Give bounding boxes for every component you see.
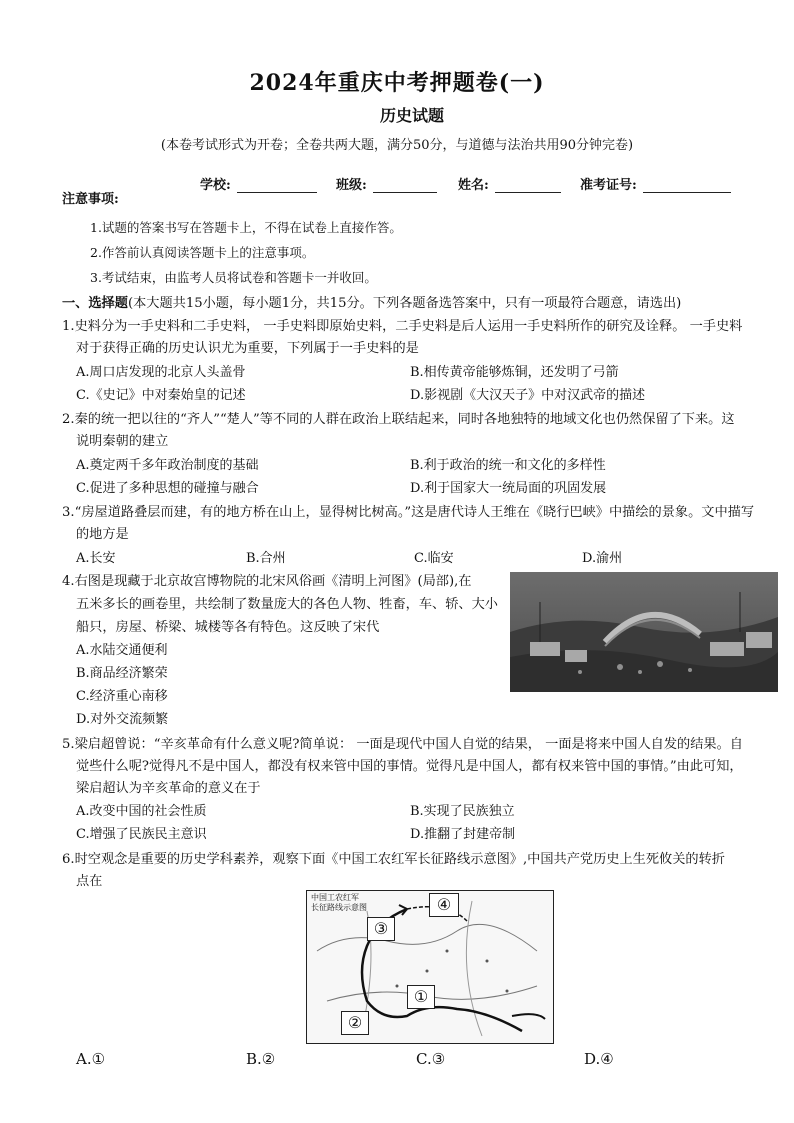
- q1-option-d[interactable]: D.影视剧《大汉天子》中对汉武帝的描述: [410, 388, 646, 403]
- q3-stem-line1: 3.“房屋道路叠层而建，有的地方桥在山上，显得树比树高。”这是唐代诗人王维在《晓行巴峡》中描绘的景象。文中描写: [62, 505, 755, 520]
- school-label: 学校:: [200, 178, 231, 193]
- q3-option-d[interactable]: D.渝州: [582, 551, 623, 566]
- class-blank[interactable]: [373, 180, 437, 193]
- q3-option-b[interactable]: B.合州: [246, 551, 286, 566]
- ticket-blank[interactable]: [643, 180, 731, 193]
- long-march-map: [306, 890, 554, 1044]
- school-blank[interactable]: [237, 180, 317, 193]
- q1-option-c[interactable]: C.《史记》中对秦始皇的记述: [76, 388, 246, 403]
- school-field: [200, 174, 317, 193]
- q4-option-a[interactable]: A.水陆交通便利: [76, 643, 168, 658]
- q6-option-b[interactable]: B.②: [246, 1050, 276, 1068]
- q4-option-d[interactable]: D.对外交流频繁: [76, 712, 169, 727]
- q4-stem-line1: 4.右图是现藏于北京故宫博物院的北宋风俗画《清明上河图》(局部),在: [62, 574, 472, 589]
- q2-stem-line2: 说明秦朝的建立: [76, 434, 169, 449]
- q4-option-b[interactable]: B.商品经济繁荣: [76, 666, 168, 681]
- ticket-label: 准考证号:: [580, 178, 637, 193]
- notice-label: 注意事项:: [62, 192, 119, 207]
- name-blank[interactable]: [495, 180, 561, 193]
- qingming-painting-image: [510, 572, 778, 692]
- instruction-item: 2.作答前认真阅读答题卡上的注意事项。: [90, 245, 315, 260]
- name-field: [458, 174, 561, 193]
- q6-option-a[interactable]: A.①: [76, 1050, 106, 1068]
- q5-option-c[interactable]: C.增强了民族民主意识: [76, 827, 207, 842]
- q1-stem-line2: 对于获得正确的历史认识尤为重要，下列属于一手史料的是: [76, 341, 419, 356]
- class-label: 班级:: [336, 178, 367, 193]
- q5-stem-line1: 5.梁启超曾说：“辛亥革命有什么意义呢?简单说： 一面是现代中国人自觉的结果， 一面是将来中国人自发的结果。自: [62, 737, 743, 752]
- map-marker-2: ②: [341, 1011, 369, 1035]
- q2-option-d[interactable]: D.利于国家大一统局面的巩固发展: [410, 481, 607, 496]
- q6-stem-line1: 6.时空观念是重要的历史学科素养，观察下面《中国工农红军长征路线示意图》,中国共产党历史上生死攸关的转折: [62, 852, 725, 867]
- q1-stem-line1: 1.史料分为一手史料和二手史料， 一手史料即原始史料，二手史料是后人运用一手史料所作的研究及诠释。 一手史料: [62, 319, 743, 334]
- q2-option-b[interactable]: B.利于政治的统一和文化的多样性: [410, 458, 606, 473]
- q4-stem-line3: 船只，房屋、桥梁、城楼等各有特色。这反映了宋代: [76, 620, 380, 635]
- class-field: [336, 174, 437, 193]
- q5-option-d[interactable]: D.推翻了封建帝制: [410, 827, 516, 842]
- exam-note: (本卷考试形式为开卷；全卷共两大题，满分50分，与道德与法治共用90分钟完卷): [160, 138, 634, 153]
- page-title: 2024年重庆中考押题卷(一): [249, 70, 545, 96]
- q5-stem-line2: 觉些什么呢?觉得凡不是中国人，都没有权来管中国的事情。觉得凡是中国人，都有权来管中国的事情。”由此可知，: [76, 759, 743, 774]
- page-subtitle: 历史试题: [380, 106, 445, 125]
- map-marker-3: ③: [367, 917, 395, 941]
- q6-option-d[interactable]: D.④: [584, 1050, 614, 1068]
- q2-option-a[interactable]: A.奠定两千多年政治制度的基础: [76, 458, 259, 473]
- q6-stem-line2: 点在: [76, 874, 103, 889]
- name-label: 姓名:: [458, 178, 489, 193]
- instruction-item: 3.考试结束，由监考人员将试卷和答题卡一并收回。: [90, 270, 377, 285]
- q3-option-a[interactable]: A.长安: [76, 551, 116, 566]
- map-title: [311, 893, 367, 913]
- q3-stem-line2: 的地方是: [76, 527, 129, 542]
- q2-option-c[interactable]: C.促进了多种思想的碰撞与融合: [76, 481, 259, 496]
- q2-stem-line1: 2.秦的统一把以往的“齐人”“楚人”等不同的人群在政治上联结起来，同时各地独特的地域文化也仍然保留了下来。这: [62, 412, 735, 427]
- section-label: 一、选择题: [62, 296, 128, 311]
- q1-option-b[interactable]: B.相传黄帝能够炼铜，还发明了弓箭: [410, 365, 619, 380]
- q3-option-c[interactable]: C.临安: [414, 551, 454, 566]
- instruction-item: 1.试题的答案书写在答题卡上，不得在试卷上直接作答。: [90, 220, 402, 235]
- q5-stem-line3: 梁启超认为辛亥革命的意义在于: [76, 781, 261, 796]
- section-heading: [62, 292, 681, 311]
- section-desc: (本大题共15小题，每小题1分，共15分。下列各题备选答案中，只有一项最符合题意，请选出): [127, 296, 682, 311]
- q5-option-b[interactable]: B.实现了民族独立: [410, 804, 515, 819]
- map-marker-1: ①: [407, 985, 435, 1009]
- map-title-line1: 中国工农红军: [311, 893, 359, 902]
- map-title-line2: 长征路线示意图: [311, 903, 367, 912]
- q4-option-c[interactable]: C.经济重心南移: [76, 689, 168, 704]
- map-marker-4: ④: [429, 893, 459, 917]
- q1-option-a[interactable]: A.周口店发现的北京人头盖骨: [76, 365, 246, 380]
- q4-stem-line2: 五米多长的画卷里，共绘制了数量庞大的各色人物、牲畜，车、轿、大小: [76, 597, 498, 612]
- ticket-field: [580, 174, 731, 193]
- q6-option-c[interactable]: C.③: [416, 1050, 446, 1068]
- q5-option-a[interactable]: A.改变中国的社会性质: [76, 804, 207, 819]
